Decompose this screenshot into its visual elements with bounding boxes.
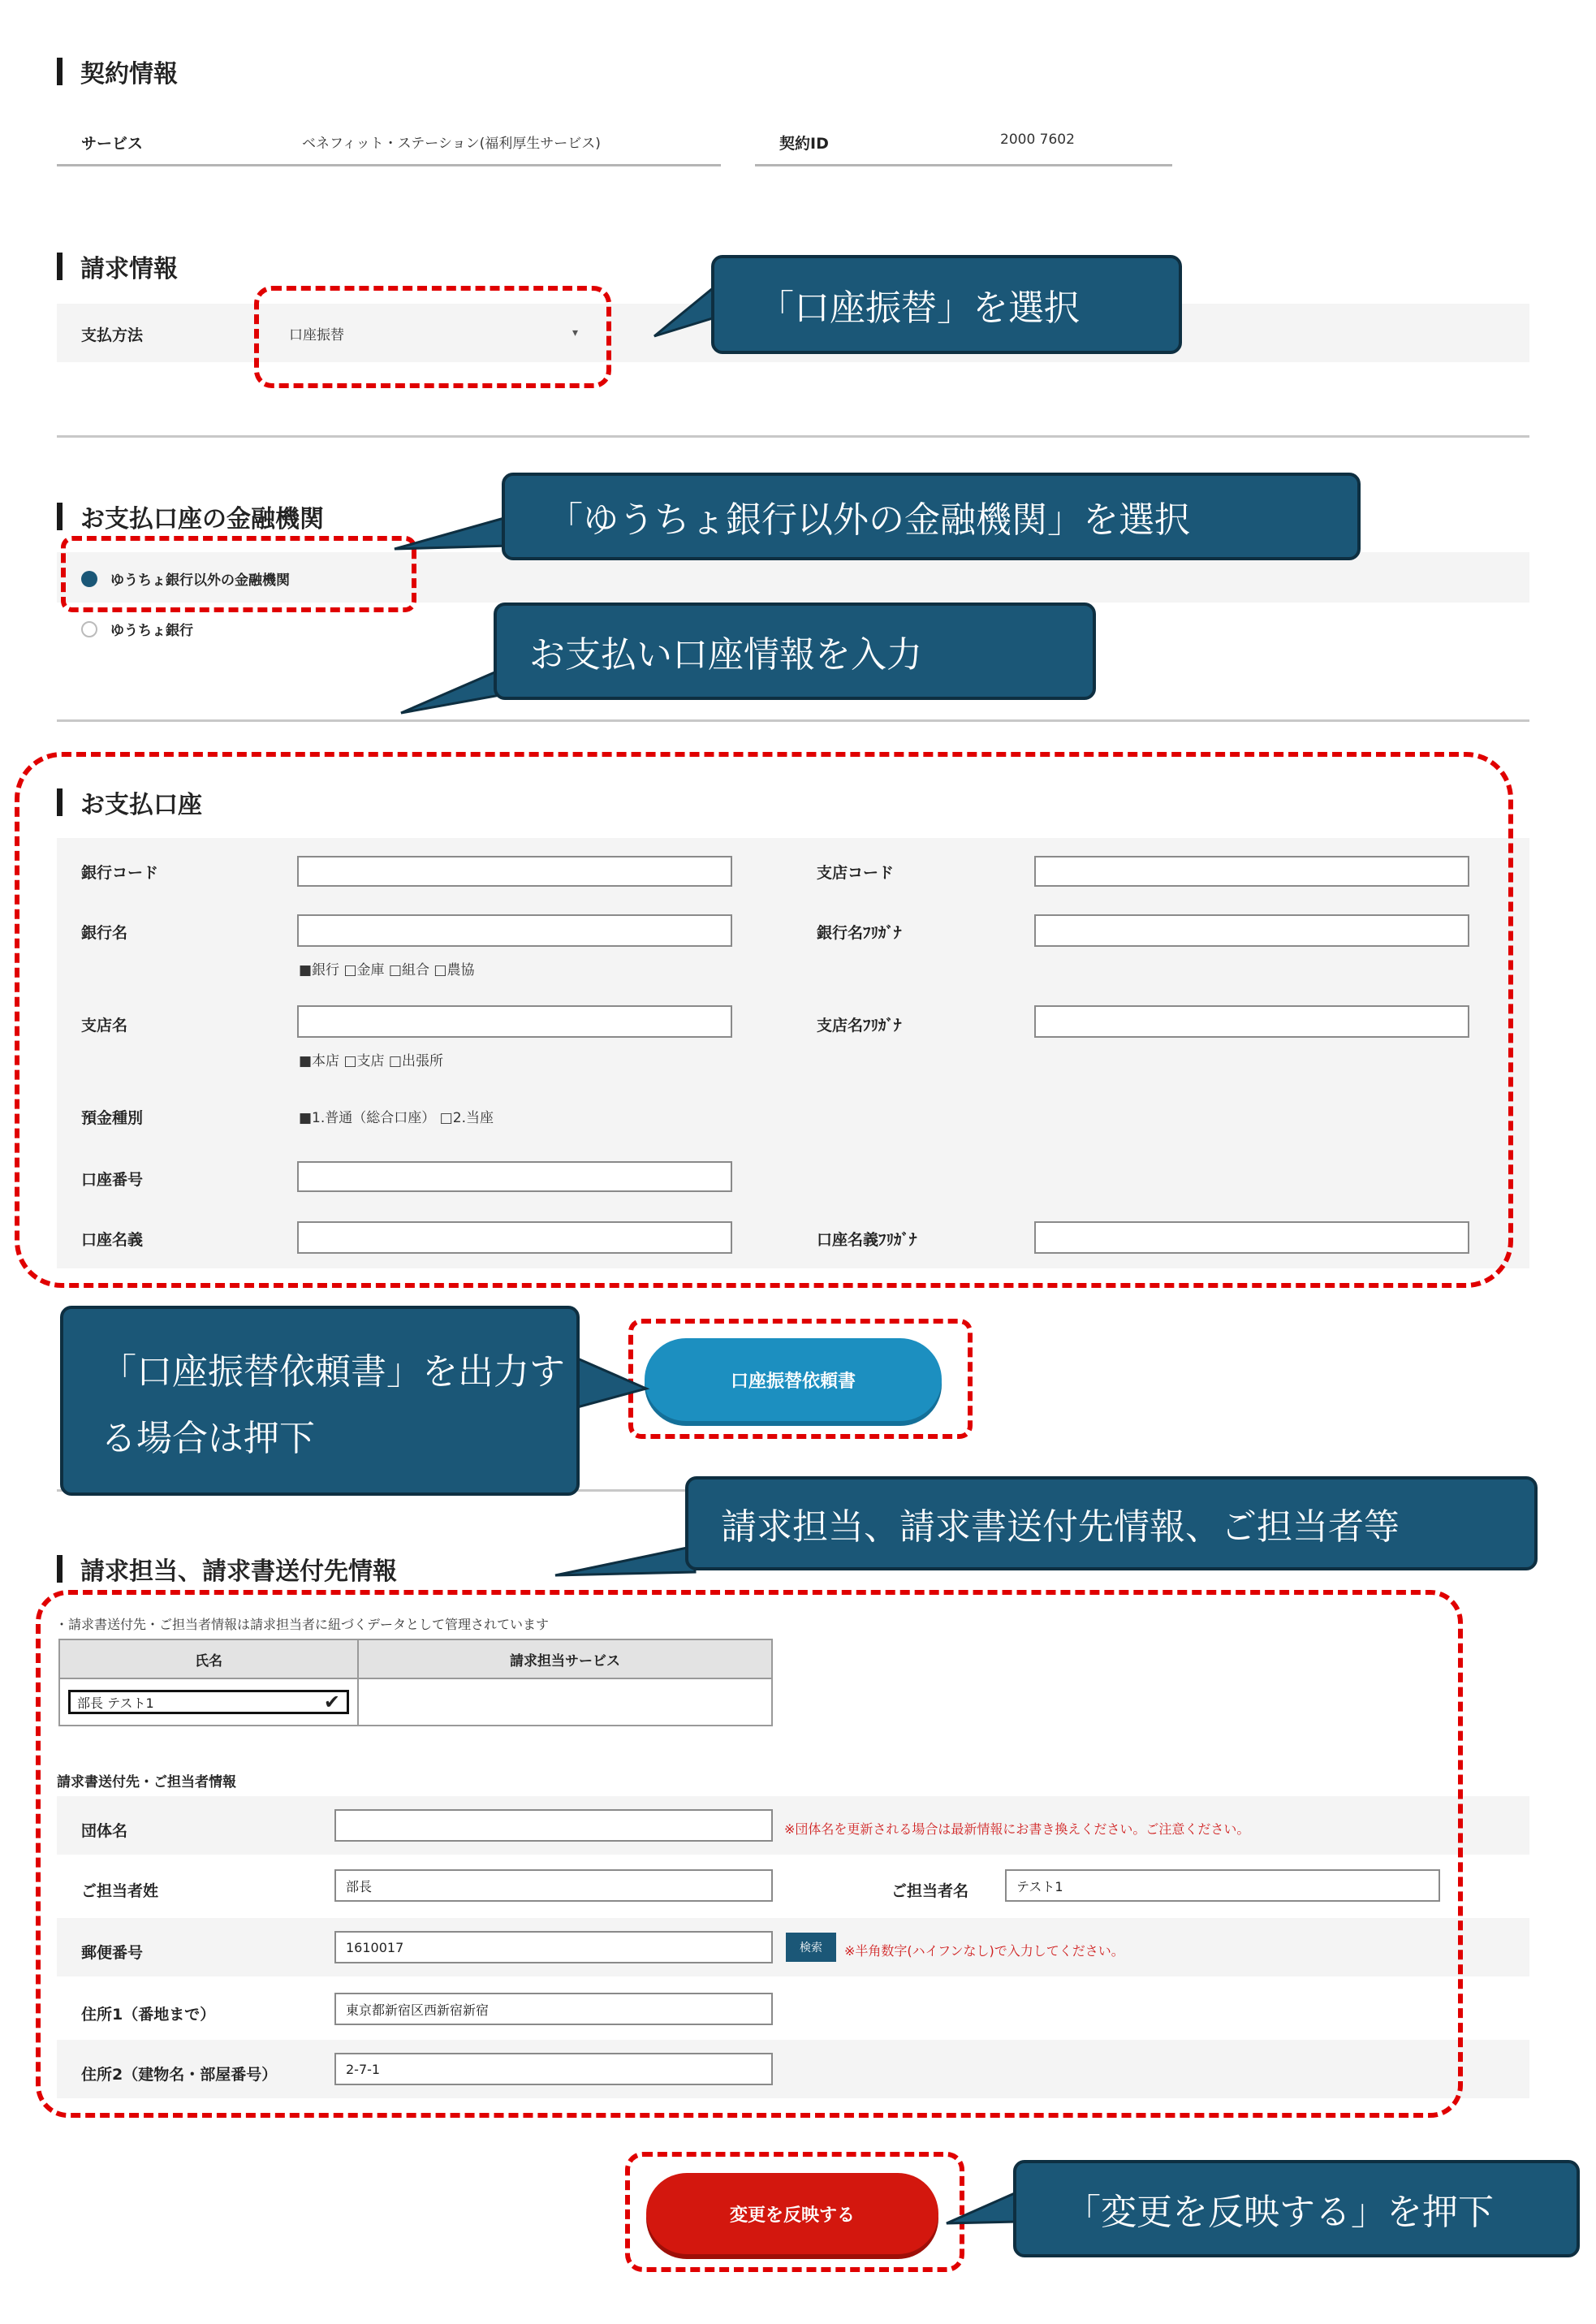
callout-submit: 「変更を反映する」を押下	[1013, 2160, 1580, 2257]
branch-type-options[interactable]: ■本店 □支店 □出張所	[299, 1053, 443, 1069]
pointer-c6	[947, 2192, 1016, 2223]
radio-non-yucho[interactable]: ゆうちょ銀行以外の金融機関	[81, 568, 290, 589]
zip-note: ※半角数字(ハイフンなし)で入力してください。	[844, 1943, 1124, 1959]
branch-code-label: 支店コード	[817, 864, 895, 882]
addr1-label: 住所1（番地まで）	[81, 2006, 216, 2024]
holder-kana-label: 口座名義ﾌﾘｶﾞﾅ	[817, 1231, 917, 1249]
callout-send-info: 請求担当、請求書送付先情報、ご担当者等	[685, 1476, 1538, 1570]
service-value: ベネフィット・ステーション(福利厚生サービス)	[302, 136, 601, 152]
callout-select-transfer: 「口座振替」を選択	[711, 255, 1182, 354]
account-no-label: 口座番号	[81, 1171, 144, 1189]
table-header-service: 請求担当サービス	[358, 1639, 772, 1678]
zip-label: 郵便番号	[81, 1944, 144, 1962]
addr2-label: 住所2（建物名・部屋番号）	[81, 2066, 278, 2084]
table-header-name: 氏名	[59, 1639, 358, 1678]
chevron-down-icon: ▾	[572, 326, 578, 339]
request-form-button[interactable]: 口座振替依頼書	[645, 1338, 942, 1421]
section-title-contract: 契約情報	[57, 54, 178, 89]
bank-name-label: 銀行名	[81, 924, 128, 942]
section-title-send-info: 請求担当、請求書送付先情報	[57, 1551, 397, 1587]
addr2-input[interactable]: 2-7-1	[334, 2053, 773, 2085]
given-input[interactable]: テスト1	[1005, 1869, 1440, 1902]
bank-code-label: 銀行コード	[81, 864, 159, 882]
zip-input[interactable]: 1610017	[334, 1931, 773, 1963]
contract-id-label: 契約ID	[779, 135, 829, 153]
section-title-bank-type: お支払口座の金融機関	[57, 499, 324, 534]
zip-search-button[interactable]: 検索	[786, 1933, 836, 1962]
bank-type-options[interactable]: ■銀行 □金庫 □組合 □農協	[299, 962, 475, 978]
deposit-type-label: 預金種別	[81, 1109, 144, 1127]
section-title-account: お支払口座	[57, 784, 202, 820]
org-note: ※団体名を更新される場合は最新情報にお書き換えください。ご注意ください。	[784, 1821, 1250, 1837]
bank-name-kana-label: 銀行名ﾌﾘｶﾞﾅ	[817, 924, 902, 942]
send-info-subtitle: 請求書送付先・ご担当者情報	[57, 1774, 236, 1791]
submit-button[interactable]: 変更を反映する	[646, 2173, 938, 2254]
chevron-down-icon: ✔	[323, 1691, 340, 1713]
service-label: サービス	[81, 135, 144, 153]
branch-name-label: 支店名	[81, 1017, 128, 1035]
contract-id-value: 2000 7602	[1000, 132, 1075, 148]
pointer-c1	[654, 284, 718, 336]
pointer-c2	[395, 516, 510, 549]
send-info-note: ・請求書送付先・ご担当者情報は請求担当者に紐づくデータとして管理されています	[55, 1617, 550, 1632]
org-label: 団体名	[81, 1822, 128, 1840]
surname-input[interactable]: 部長	[334, 1869, 773, 1902]
payment-method-label: 支払方法	[81, 326, 144, 344]
callout-select-non-yucho: 「ゆうちょ銀行以外の金融機関」を選択	[502, 473, 1361, 560]
holder-label: 口座名義	[81, 1231, 144, 1249]
surname-label: ご担当者姓	[81, 1882, 159, 1900]
callout-input-account: お支払い口座情報を入力	[494, 603, 1096, 700]
radio-yucho[interactable]: ゆうちょ銀行	[81, 619, 193, 639]
addr1-input[interactable]: 東京都新宿区西新宿新宿	[334, 1993, 773, 2025]
contact-select[interactable]: 部長 テスト1 ✔	[68, 1690, 349, 1714]
callout-request-form: 「口座振替依頼書」を出力する場合は押下	[60, 1306, 580, 1496]
payment-method-select[interactable]: 口座振替 ▾	[289, 326, 578, 343]
branch-name-kana-label: 支店名ﾌﾘｶﾞﾅ	[817, 1017, 902, 1035]
pointer-c4	[568, 1354, 646, 1410]
deposit-type-options[interactable]: ■1.普通（総合口座） □2.当座	[299, 1110, 494, 1126]
pointer-c5	[555, 1546, 695, 1575]
section-title-billing: 請求情報	[57, 248, 178, 284]
given-label: ご担当者名	[891, 1882, 969, 1900]
